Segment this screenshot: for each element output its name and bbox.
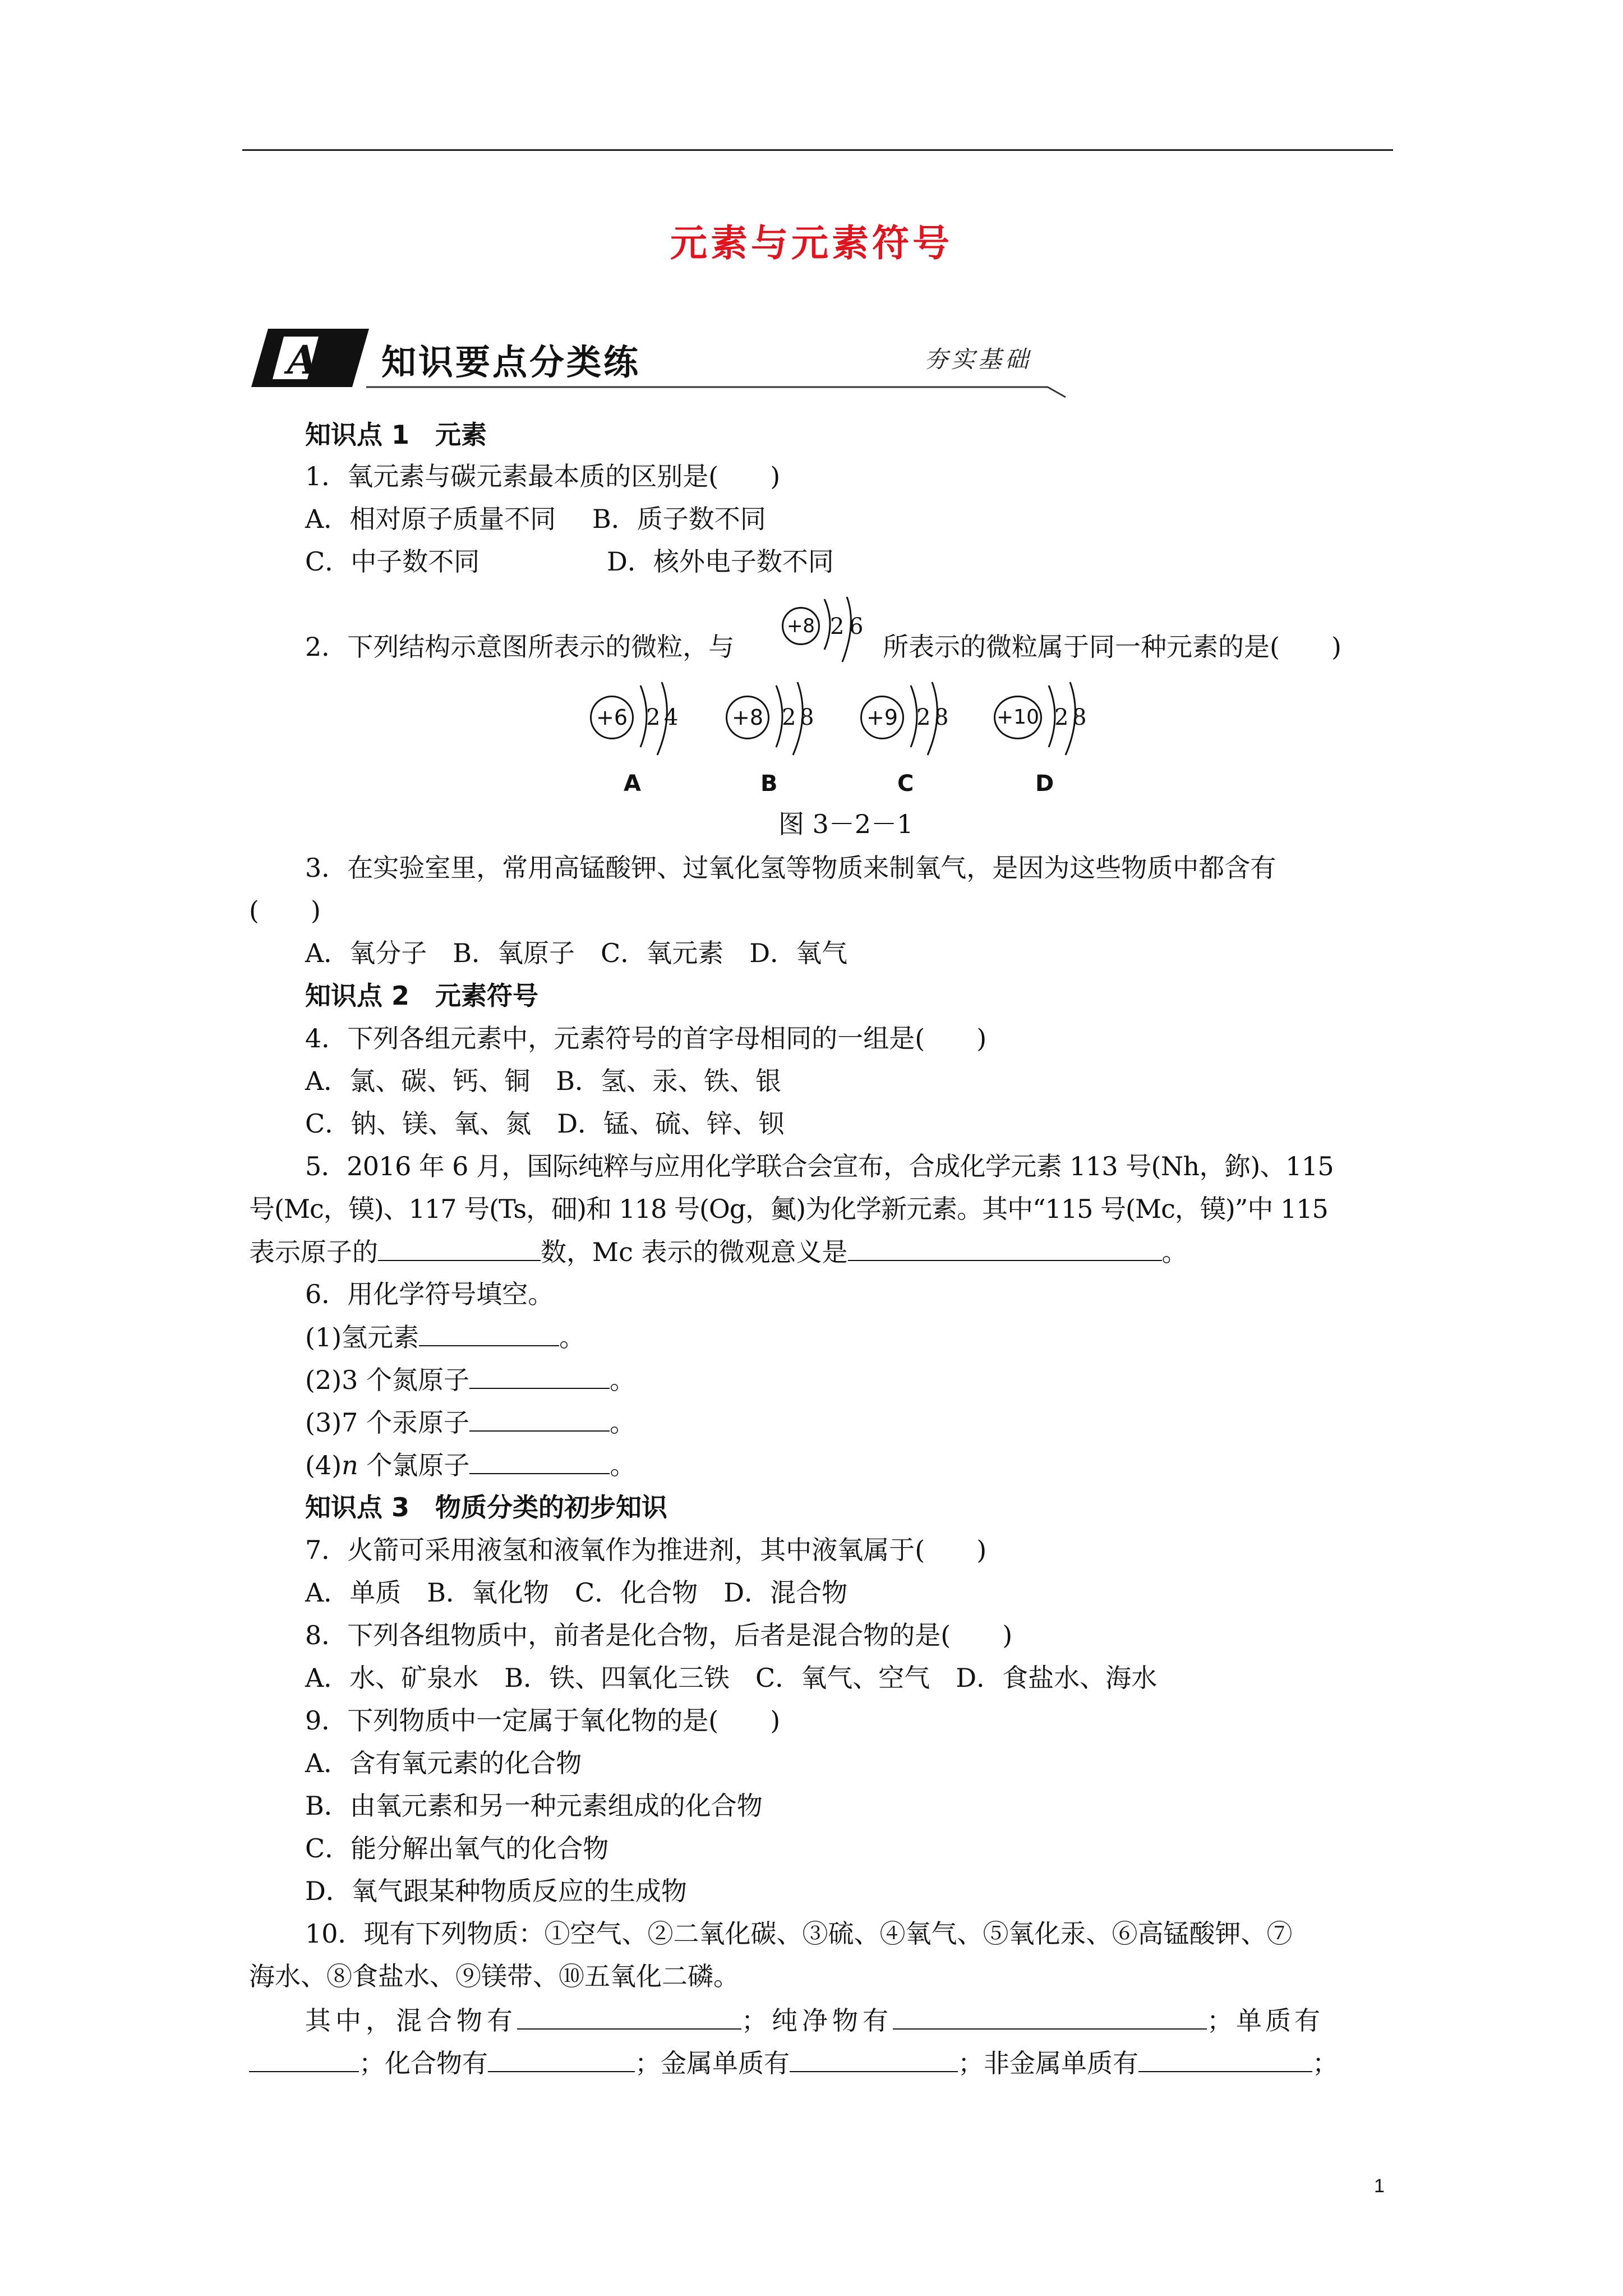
q1-option-a: A．相对原子质量不同	[305, 504, 556, 534]
option-a-atom-diagram	[590, 678, 691, 767]
q10-mixture-label: 其中，混合物有	[305, 2005, 517, 2036]
option-c-atom-diagram	[860, 678, 961, 767]
q6-item-3	[305, 1407, 636, 1438]
option-b-label: B	[760, 771, 778, 797]
q1-option-c: C．中子数不同	[305, 546, 480, 577]
q6-item-3-text: (3)7 个汞原子	[305, 1407, 470, 1438]
q10-line-1: 10．现有下列物质：①空气、②二氧化碳、③硫、④氧气、⑤氧化汞、⑥高锰酸钾、⑦	[305, 1918, 1293, 1949]
option-d-atom-diagram	[994, 678, 1106, 767]
q5-blank-1[interactable]	[378, 1239, 541, 1261]
section-banner	[251, 325, 1070, 404]
q6-item-1-end: 。	[559, 1322, 585, 1352]
q5-text-a: 表示原子的	[249, 1237, 378, 1267]
q9-option-b: B．由氧元素和另一种元素组成的化合物	[305, 1791, 763, 1821]
q5-blank-2[interactable]	[848, 1239, 1162, 1261]
q6-item-3-end: 。	[610, 1407, 636, 1438]
q10-line-4	[249, 2050, 1338, 2076]
q1-option-b: B．质子数不同	[592, 504, 766, 534]
q3-stem: 3．在实验室里，常用高锰酸钾、过氧化氢等物质来制氧气，是因为这些物质中都含有	[305, 853, 1276, 883]
q10-end: ；	[1312, 2048, 1338, 2078]
electron-shell-1: 2	[646, 705, 661, 730]
q6-blank-2[interactable]	[469, 1366, 610, 1389]
q10-line-3	[305, 2005, 1324, 2036]
q6-item-4	[305, 1452, 635, 1478]
q6-item-1	[305, 1324, 585, 1350]
banner-title: 知识要点分类练	[381, 342, 641, 383]
q10-blank-nonmetal[interactable]	[1138, 2050, 1312, 2072]
q9-option-d: D．氧气跟某种物质反应的生成物	[305, 1876, 687, 1906]
electron-shell-1: 2	[782, 705, 796, 730]
page-number: 1	[1374, 2175, 1385, 2197]
nucleus: +8	[726, 696, 769, 739]
q5-line-2: 号(Mc，镆)、117 号(Ts，鿬)和 118 号(Og，鿫)为化学新元素。其中“115 号(Mc，镆)”中 115	[249, 1194, 1328, 1224]
section-heading-1: 知识点 1 元素	[305, 420, 487, 450]
q3-paren: ( )	[249, 895, 321, 926]
q10-blank-element[interactable]	[249, 2050, 359, 2072]
q6-item-2	[305, 1366, 635, 1393]
q10-blank-pure[interactable]	[893, 2007, 1207, 2030]
electron-shell-1: 2	[830, 614, 845, 639]
q9-option-c: C．能分解出氧气的化合物	[305, 1833, 609, 1864]
q6-item-4-end: 。	[610, 1450, 636, 1480]
electron-shell-2: 8	[934, 705, 949, 730]
figure-caption: 图 3－2－1	[778, 809, 914, 839]
q5-text-b: 数，Mc 表示的微观意义是	[541, 1237, 848, 1267]
option-d-label: D	[1035, 771, 1054, 797]
document-title: 元素与元素符号	[670, 222, 953, 265]
q4-stem: 4．下列各组元素中，元素符号的首字母相同的一组是( )	[305, 1023, 987, 1053]
q10-metal-label: ；金属单质有	[635, 2048, 790, 2078]
q1-option-d: D．核外电子数不同	[607, 546, 834, 577]
q10-compound-label: ；化合物有	[359, 2048, 488, 2078]
reference-atom-diagram	[782, 595, 877, 673]
option-c-label: C	[897, 771, 914, 797]
q2-stem-post: 所表示的微粒属于同一种元素的是( )	[883, 632, 1341, 662]
electron-shell-2: 6	[849, 614, 864, 639]
electron-shell-2: 8	[1072, 705, 1087, 730]
q7-options: A．单质 B．氧化物 C．化合物 D．混合物	[305, 1577, 848, 1608]
electron-shell-1: 2	[916, 705, 931, 730]
q6-blank-1[interactable]	[419, 1324, 559, 1346]
header-rule	[242, 149, 1393, 151]
q10-blank-compound[interactable]	[488, 2050, 635, 2072]
electron-shell-2: 4	[664, 705, 679, 730]
q6-item-4-prefix: (4)	[305, 1450, 342, 1480]
q6-item-2-text: (2)3 个氮原子	[305, 1365, 470, 1395]
q6-blank-4[interactable]	[469, 1452, 610, 1474]
q9-option-a: A．含有氧元素的化合物	[305, 1748, 582, 1778]
q10-blank-mixture[interactable]	[517, 2007, 741, 2030]
q10-blank-metal[interactable]	[790, 2050, 958, 2072]
option-a-label: A	[624, 771, 641, 797]
q6-stem: 6．用化学符号填空。	[305, 1279, 554, 1309]
q10-element-label: ；单质有	[1207, 2005, 1324, 2036]
banner-tag: 夯实基础	[924, 346, 1032, 373]
option-b-atom-diagram	[726, 678, 827, 767]
q5-text-c: 。	[1161, 1237, 1188, 1267]
svg-text:A: A	[287, 337, 318, 383]
q3-options: A．氧分子 B．氧原子 C．氧元素 D．氧气	[305, 938, 848, 968]
electron-shell-1: 2	[1054, 705, 1069, 730]
q8-options: A．水、矿泉水 B．铁、四氧化三铁 C．氧气、空气 D．食盐水、海水	[305, 1663, 1158, 1693]
q5-line-1: 5．2016 年 6 月，国际纯粹与应用化学联合会宣布，合成化学元素 113 号(Nh，鉨)、115	[305, 1151, 1334, 1181]
section-heading-3: 知识点 3 物质分类的初步知识	[305, 1492, 668, 1522]
q9-stem: 9．下列物质中一定属于氧化物的是( )	[305, 1705, 781, 1736]
q1-stem: 1．氧元素与碳元素最本质的区别是( )	[305, 461, 781, 491]
q5-line-3	[249, 1239, 1188, 1265]
q2-stem-pre: 2．下列结构示意图所表示的微粒，与	[305, 632, 735, 662]
q8-stem: 8．下列各组物质中，前者是化合物，后者是混合物的是( )	[305, 1620, 1013, 1650]
q4-options-ab: A．氯、碳、钙、铜 B．氢、汞、铁、银	[305, 1066, 782, 1096]
q6-blank-3[interactable]	[469, 1409, 610, 1432]
q4-options-cd: C．钠、镁、氧、氮 D．锰、硫、锌、钡	[305, 1108, 785, 1139]
nucleus: +9	[860, 696, 904, 739]
nucleus: +6	[590, 696, 634, 739]
q6-item-4-var: n	[342, 1450, 358, 1480]
q6-item-2-end: 。	[610, 1365, 636, 1395]
q10-nonmetal-label: ；非金属单质有	[958, 2048, 1138, 2078]
q6-item-1-text: (1)氢元素	[305, 1322, 419, 1352]
nucleus: +8	[782, 607, 820, 645]
q10-line-2: 海水、⑧食盐水、⑨镁带、⑩五氧化二磷。	[249, 1961, 739, 1991]
section-heading-2: 知识点 2 元素符号	[305, 981, 539, 1011]
electron-shell-2: 8	[800, 705, 814, 730]
q6-item-4-text: 个氯原子	[358, 1450, 470, 1480]
q10-pure-label: ；纯净物有	[741, 2005, 893, 2036]
q7-stem: 7．火箭可采用液氢和液氧作为推进剂，其中液氧属于( )	[305, 1535, 987, 1565]
nucleus: +10	[994, 696, 1042, 739]
